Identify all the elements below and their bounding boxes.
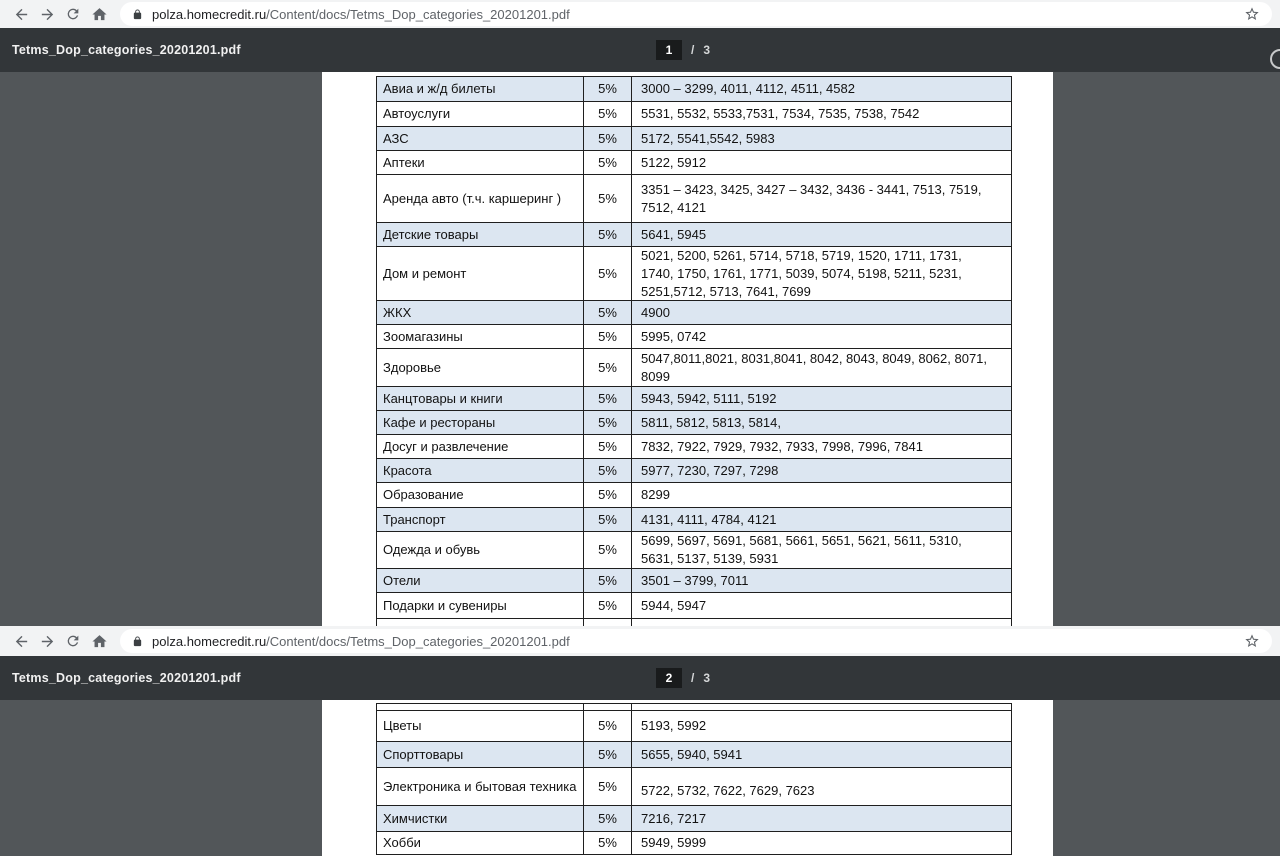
page-total: 3	[703, 671, 711, 685]
percent-cell: 5%	[584, 301, 632, 324]
percent-cell: 5%	[584, 768, 632, 805]
category-cell: Дом и ремонт	[377, 247, 584, 300]
mcc-cell: 3000 – 3299, 4011, 4112, 4511, 4582	[641, 81, 855, 96]
mcc-cell: 8299	[641, 487, 670, 502]
table-row	[377, 569, 1011, 593]
percent-cell: 5%	[584, 435, 632, 458]
table-row	[377, 77, 1011, 102]
percent-cell: 5%	[584, 411, 632, 434]
percent-cell: 5%	[584, 742, 632, 767]
mcc-cell: 5699, 5697, 5691, 5681, 5661, 5651, 5621, 5611, 5310, 5631, 5137, 5139, 5931	[641, 533, 962, 566]
table-row	[377, 508, 1011, 532]
mcc-cell: 4900	[641, 304, 670, 320]
back-arrow-icon	[13, 6, 30, 23]
reload-icon	[65, 633, 81, 649]
mcc-cell: 3351 – 3423, 3425, 3427 – 3432, 3436 - 3441, 7513, 7519, 7512, 4121	[641, 181, 982, 215]
percent-cell: 5%	[584, 247, 632, 300]
page-total: 3	[703, 43, 711, 57]
category-cell: Детские товары	[377, 223, 584, 246]
category-cell: Досуг и развлечение	[377, 435, 584, 458]
category-cell: Химчистки	[377, 806, 584, 831]
category-cell: Аренда авто (т.ч. каршеринг )	[377, 175, 584, 222]
address-bar[interactable]	[120, 2, 1272, 26]
table-row	[377, 325, 1011, 349]
forward-button[interactable]	[34, 629, 60, 653]
pdf-viewer-page1[interactable]	[0, 72, 1280, 626]
mcc-cell: 5655, 5940, 5941	[641, 746, 743, 762]
percent-cell: 5%	[584, 325, 632, 348]
page-separator: /	[691, 671, 695, 685]
category-cell: Авиа и ж/д билеты	[377, 77, 584, 101]
category-cell: Зоомагазины	[377, 325, 584, 348]
percent-cell: 5%	[584, 77, 632, 101]
page-indicator	[656, 656, 710, 700]
page-indicator	[656, 28, 710, 72]
page-number-input[interactable]: 1	[656, 40, 682, 60]
pdf-viewer-page2[interactable]	[0, 700, 1280, 856]
url-text	[152, 7, 570, 22]
back-button[interactable]	[8, 629, 34, 653]
percent-cell: 5%	[584, 806, 632, 831]
category-cell: Канцтовары и книги	[377, 387, 584, 410]
mcc-cell: 5193, 5992	[641, 718, 707, 733]
table-row	[377, 127, 1011, 151]
mcc-cell: 5172, 5541,5542, 5983	[641, 130, 775, 146]
table-row	[377, 742, 1011, 768]
category-cell: Красота	[377, 459, 584, 482]
mcc-cell: 5641, 5945	[641, 226, 707, 242]
category-cell: Аптеки	[377, 151, 584, 174]
table-row	[377, 832, 1011, 855]
home-icon	[91, 633, 108, 650]
table-row	[377, 223, 1011, 247]
category-cell: Цветы	[377, 711, 584, 741]
mcc-cell: 5811, 5812, 5813, 5814,	[641, 414, 781, 430]
table-row	[377, 102, 1011, 127]
pdf-page-2	[322, 700, 1053, 856]
table-row	[377, 411, 1011, 435]
category-cell: Отели	[377, 569, 584, 592]
mcc-cell: 4131, 4111, 4784, 4121	[641, 511, 777, 527]
mcc-cell: 5977, 7230, 7297, 7298	[641, 462, 779, 478]
mcc-cell: 5944, 5947	[641, 597, 707, 613]
table-row-partial	[377, 619, 1011, 626]
percent-cell: 5%	[584, 532, 632, 568]
table-row	[377, 247, 1011, 301]
category-cell: ЖКХ	[377, 301, 584, 324]
address-bar[interactable]	[120, 629, 1272, 653]
https-lock-icon	[132, 9, 143, 20]
https-lock-icon	[132, 636, 143, 647]
percent-cell: 5%	[584, 175, 632, 222]
table-row	[377, 349, 1011, 387]
table-row	[377, 435, 1011, 459]
mcc-cell: 5722, 5732, 7622, 7629, 7623	[641, 783, 815, 798]
mcc-cell: 5949, 5999	[641, 835, 707, 850]
url-host: polza.homecredit.ru	[152, 633, 267, 649]
mcc-table-page1	[376, 76, 1012, 626]
table-row	[377, 175, 1011, 223]
url-text	[152, 634, 570, 649]
category-cell: Здоровье	[377, 349, 584, 386]
url-path: /Content/docs/Tetms_Dop_categories_20201201.pdf	[266, 6, 570, 22]
table-row-partial	[377, 704, 1011, 711]
browser-toolbar	[0, 626, 1280, 656]
table-row	[377, 593, 1011, 619]
back-button[interactable]	[8, 2, 34, 26]
category-cell: Хобби	[377, 832, 584, 854]
percent-cell: 5%	[584, 223, 632, 246]
category-cell: Образование	[377, 483, 584, 507]
mcc-table-page2	[376, 703, 1012, 855]
home-button[interactable]	[86, 2, 112, 26]
category-cell: Одежда и обувь	[377, 532, 584, 568]
percent-cell: 5%	[584, 832, 632, 854]
category-cell: АЗС	[377, 127, 584, 150]
page-separator: /	[691, 43, 695, 57]
back-arrow-icon	[13, 633, 30, 650]
table-row	[377, 768, 1011, 806]
percent-cell: 5%	[584, 349, 632, 386]
forward-button[interactable]	[34, 2, 60, 26]
page-number-input[interactable]: 2	[656, 668, 682, 688]
mcc-cell: 5122, 5912	[641, 154, 707, 170]
table-row	[377, 483, 1011, 508]
category-cell: Автоуслуги	[377, 102, 584, 126]
table-row	[377, 387, 1011, 411]
table-row	[377, 151, 1011, 175]
mcc-cell: 5531, 5532, 5533,7531, 7534, 7535, 7538, 7542	[641, 106, 920, 121]
pdf-toolbar	[0, 656, 1280, 700]
url-path: /Content/docs/Tetms_Dop_categories_20201201.pdf	[266, 633, 570, 649]
pdf-toolbar	[0, 28, 1280, 72]
percent-cell: 5%	[584, 711, 632, 741]
table-row	[377, 459, 1011, 483]
pdf-filename: Tetms_Dop_categories_20201201.pdf	[12, 671, 241, 685]
home-button[interactable]	[86, 629, 112, 653]
percent-cell: 5%	[584, 569, 632, 592]
mcc-cell: 5047,8011,8021, 8031,8041, 8042, 8043, 8049, 8062, 8071, 8099	[641, 350, 988, 384]
table-row	[377, 806, 1011, 832]
percent-cell: 5%	[584, 387, 632, 410]
mcc-cell: 7216, 7217	[641, 810, 707, 826]
url-host: polza.homecredit.ru	[152, 6, 267, 22]
mcc-cell: 5021, 5200, 5261, 5714, 5718, 5719, 1520, 1711, 1731, 1740, 1750, 1761, 1771, 5039, 5074, 5198, 5211, 5231, 5251,5712, 5713, 7641, 7699	[641, 247, 962, 299]
percent-cell: 5%	[584, 151, 632, 174]
percent-cell: 5%	[584, 102, 632, 126]
category-cell: Спорттовары	[377, 742, 584, 767]
pdf-page-1	[322, 72, 1053, 626]
reload-icon	[65, 6, 81, 22]
mcc-cell: 3501 – 3799, 7011	[641, 572, 749, 588]
percent-cell: 5%	[584, 508, 632, 531]
table-row	[377, 301, 1011, 325]
table-row	[377, 532, 1011, 569]
percent-cell: 5%	[584, 127, 632, 150]
reload-button[interactable]	[60, 2, 86, 26]
pdf-filename: Tetms_Dop_categories_20201201.pdf	[12, 43, 241, 57]
reload-button[interactable]	[60, 629, 86, 653]
category-cell: Подарки и сувениры	[377, 593, 584, 618]
table-row	[377, 711, 1011, 742]
forward-arrow-icon	[39, 6, 56, 23]
percent-cell: 5%	[584, 459, 632, 482]
bookmark-star-icon[interactable]	[1244, 633, 1260, 649]
browser-toolbar	[0, 0, 1280, 28]
percent-cell: 5%	[584, 593, 632, 618]
zoom-circle-icon[interactable]	[1267, 46, 1280, 72]
category-cell: Кафе и рестораны	[377, 411, 584, 434]
category-cell: Электроника и бытовая техника	[377, 768, 584, 805]
percent-cell: 5%	[584, 483, 632, 507]
forward-arrow-icon	[39, 633, 56, 650]
home-icon	[91, 6, 108, 23]
mcc-cell: 5943, 5942, 5111, 5192	[641, 390, 777, 406]
browser-window-2	[0, 626, 1280, 856]
bookmark-star-icon[interactable]	[1244, 6, 1260, 22]
mcc-cell: 7832, 7922, 7929, 7932, 7933, 7998, 7996, 7841	[641, 438, 923, 454]
mcc-cell: 5995, 0742	[641, 328, 707, 344]
category-cell: Транспорт	[377, 508, 584, 531]
